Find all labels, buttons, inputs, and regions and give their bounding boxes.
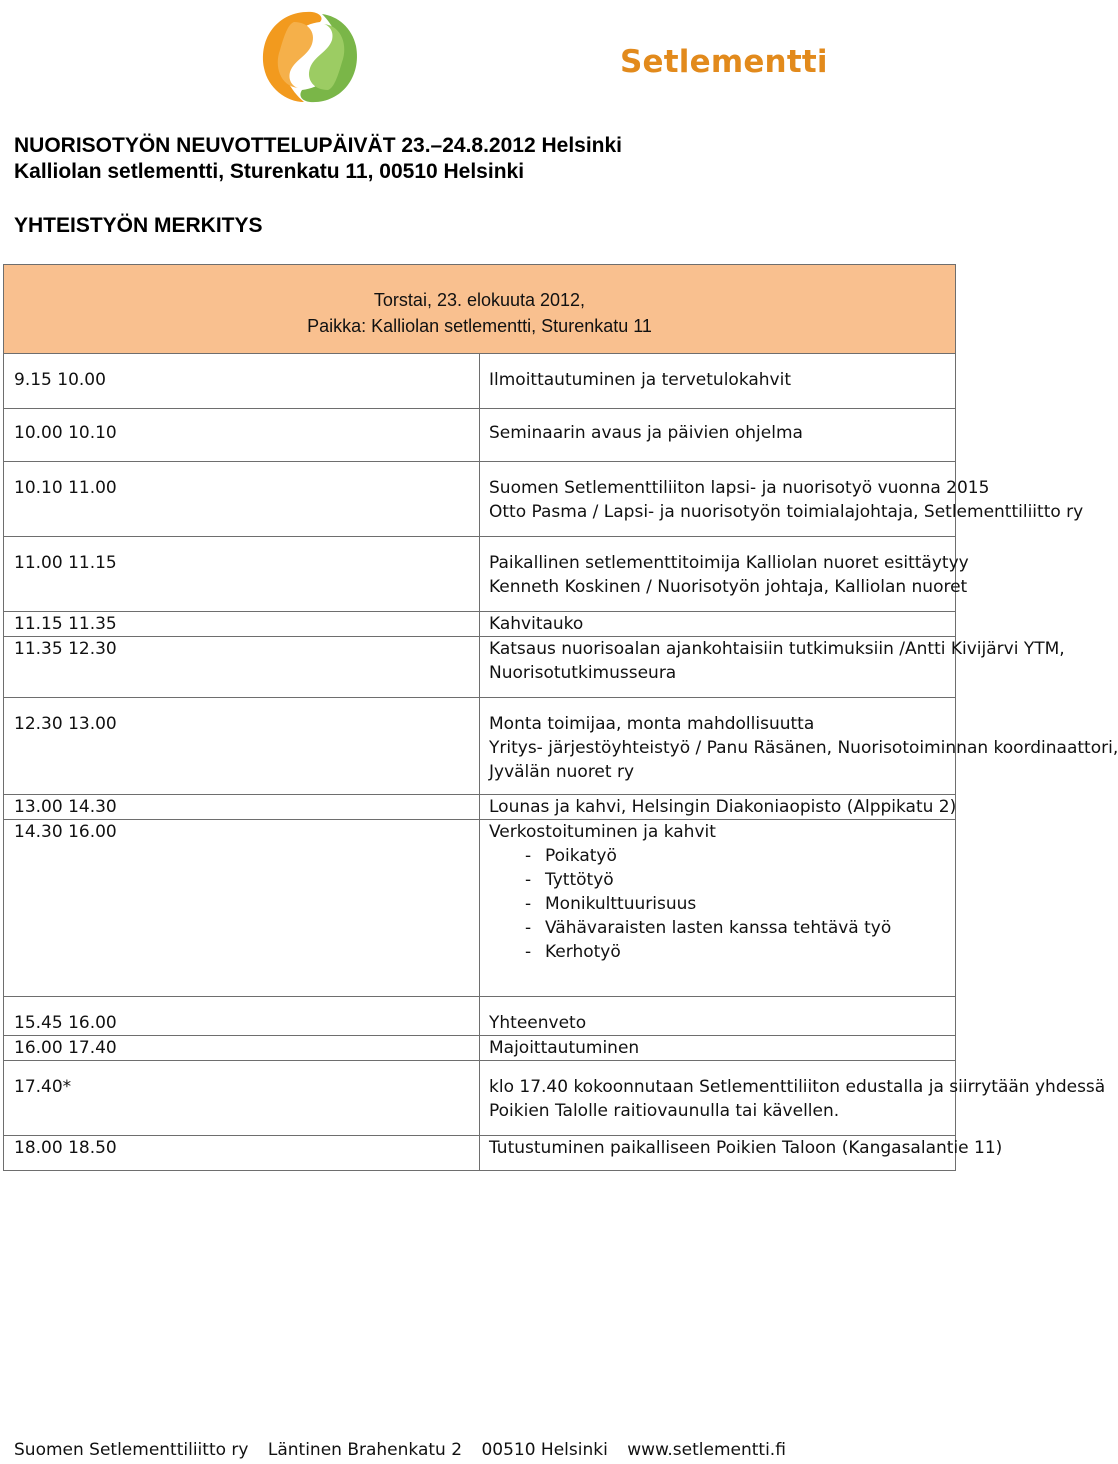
banner-place: Paikka: Kalliolan setlementti, Sturenkatu 11 xyxy=(307,316,652,336)
schedule-row xyxy=(4,1061,956,1136)
schedule-line: Ilmoittautuminen ja tervetulokahvit xyxy=(489,370,792,390)
schedule-time: 14.30 16.00 xyxy=(4,820,480,997)
event-theme: YHTEISTYÖN MERKITYS xyxy=(14,214,263,237)
schedule-line: Poikien Talolle raitiovaunulla tai kävellen. xyxy=(489,1101,840,1121)
schedule-time: 11.00 11.15 xyxy=(4,537,480,612)
topic-list-item: - Kerhotyö xyxy=(489,940,951,964)
schedule-line: Yhteenveto xyxy=(489,1013,587,1033)
schedule-line: Yritys- järjestöyhteistyö / Panu Räsänen, Nuorisotoiminnan koordinaattori, xyxy=(489,738,1118,758)
schedule-time: 11.15 11.35 xyxy=(4,612,480,637)
schedule-description xyxy=(480,409,956,462)
schedule-line: Verkostoituminen ja kahvit xyxy=(489,822,716,842)
schedule-line: Katsaus nuorisoalan ajankohtaisiin tutkimuksiin /Antti Kivijärvi YTM, xyxy=(489,639,1065,659)
schedule-line: klo 17.40 kokoonnutaan Setlementtiliiton edustalla ja siirrytään yhdessä xyxy=(489,1077,1106,1097)
topic-list-item: - Monikulttuurisuus xyxy=(489,892,951,916)
schedule-row xyxy=(4,795,956,820)
footer-postal: 00510 Helsinki xyxy=(481,1440,608,1460)
banner-cell xyxy=(4,265,956,354)
footer-address: Läntinen Brahenkatu 2 xyxy=(267,1440,463,1460)
schedule-row xyxy=(4,1136,956,1171)
topic-list xyxy=(489,844,951,964)
topic-list-item: - Tyttötyö xyxy=(489,868,951,892)
schedule-line: Seminaarin avaus ja päivien ohjelma xyxy=(489,423,803,443)
banner-row xyxy=(4,265,956,354)
schedule-description xyxy=(480,537,969,612)
footer xyxy=(14,1440,800,1460)
schedule-description xyxy=(480,1061,1106,1136)
schedule-description xyxy=(480,1036,956,1061)
logo-wordmark: Setlementti xyxy=(620,44,828,80)
schedule-description xyxy=(480,612,956,637)
schedule-line: Lounas ja kahvi, Helsingin Diakoniaopisto (Alppikatu 2) xyxy=(489,797,957,817)
schedule-description xyxy=(480,354,956,409)
schedule-description xyxy=(480,462,1084,537)
schedule-row xyxy=(4,1036,956,1061)
schedule-time: 15.45 16.00 xyxy=(4,997,480,1036)
topic-list-item: - Poikatyö xyxy=(489,844,951,868)
schedule-line: Paikallinen setlementtitoimija Kalliolan nuoret esittäytyy xyxy=(489,553,969,573)
schedule-row xyxy=(4,997,956,1036)
banner-date: Torstai, 23. elokuuta 2012, xyxy=(373,290,586,310)
schedule-row xyxy=(4,612,956,637)
schedule-time: 16.00 17.40 xyxy=(4,1036,480,1061)
schedule-time: 12.30 13.00 xyxy=(4,698,480,795)
schedule-line: Kenneth Koskinen / Nuorisotyön johtaja, Kalliolan nuoret xyxy=(489,577,968,597)
schedule-time: 18.00 18.50 xyxy=(4,1136,480,1171)
event-venue: Kalliolan setlementti, Sturenkatu 11, 00510 Helsinki xyxy=(14,160,525,183)
footer-web[interactable]: www.setlementti.fi xyxy=(627,1440,786,1460)
schedule-row xyxy=(4,462,956,537)
schedule-line: Kahvitauko xyxy=(489,614,584,634)
schedule-line: Majoittautuminen xyxy=(489,1038,640,1058)
topic-list-item: - Vähävaraisten lasten kanssa tehtävä työ xyxy=(489,916,951,940)
schedule-row xyxy=(4,537,956,612)
footer-org: Suomen Setlementtiliitto ry xyxy=(14,1440,249,1460)
schedule-time: 13.00 14.30 xyxy=(4,795,480,820)
schedule-description xyxy=(480,698,1118,795)
schedule-description xyxy=(480,820,956,997)
schedule-row xyxy=(4,698,956,795)
schedule-time: 10.00 10.10 xyxy=(4,409,480,462)
schedule-row xyxy=(4,409,956,462)
schedule-table xyxy=(3,264,1118,1171)
schedule-line: Suomen Setlementtiliiton lapsi- ja nuorisotyö vuonna 2015 xyxy=(489,478,990,498)
schedule-description xyxy=(480,637,1065,698)
schedule-row xyxy=(4,354,956,409)
schedule-line: Jyvälän nuoret ry xyxy=(489,762,635,782)
event-title: NUORISOTYÖN NEUVOTTELUPÄIVÄT 23.–24.8.2012 Helsinki xyxy=(14,134,623,157)
schedule-time: 17.40* xyxy=(4,1061,480,1136)
setlementti-logo xyxy=(250,6,828,106)
schedule-line: Nuorisotutkimusseura xyxy=(489,663,677,683)
hands-logo-icon xyxy=(250,6,370,106)
schedule-time: 11.35 12.30 xyxy=(4,637,480,698)
schedule-description xyxy=(480,997,956,1036)
schedule-line: Tutustuminen paikalliseen Poikien Taloon (Kangasalantie 11) xyxy=(489,1138,1003,1158)
schedule-line: Otto Pasma / Lapsi- ja nuorisotyön toimialajohtaja, Setlementtiliitto ry xyxy=(489,502,1084,522)
schedule-row xyxy=(4,820,956,997)
schedule-description xyxy=(480,795,956,820)
schedule-row xyxy=(4,637,956,698)
schedule-time: 9.15 10.00 xyxy=(4,354,480,409)
schedule-description xyxy=(480,1136,1003,1171)
schedule-line: Monta toimijaa, monta mahdollisuutta xyxy=(489,714,815,734)
schedule-time: 10.10 11.00 xyxy=(4,462,480,537)
